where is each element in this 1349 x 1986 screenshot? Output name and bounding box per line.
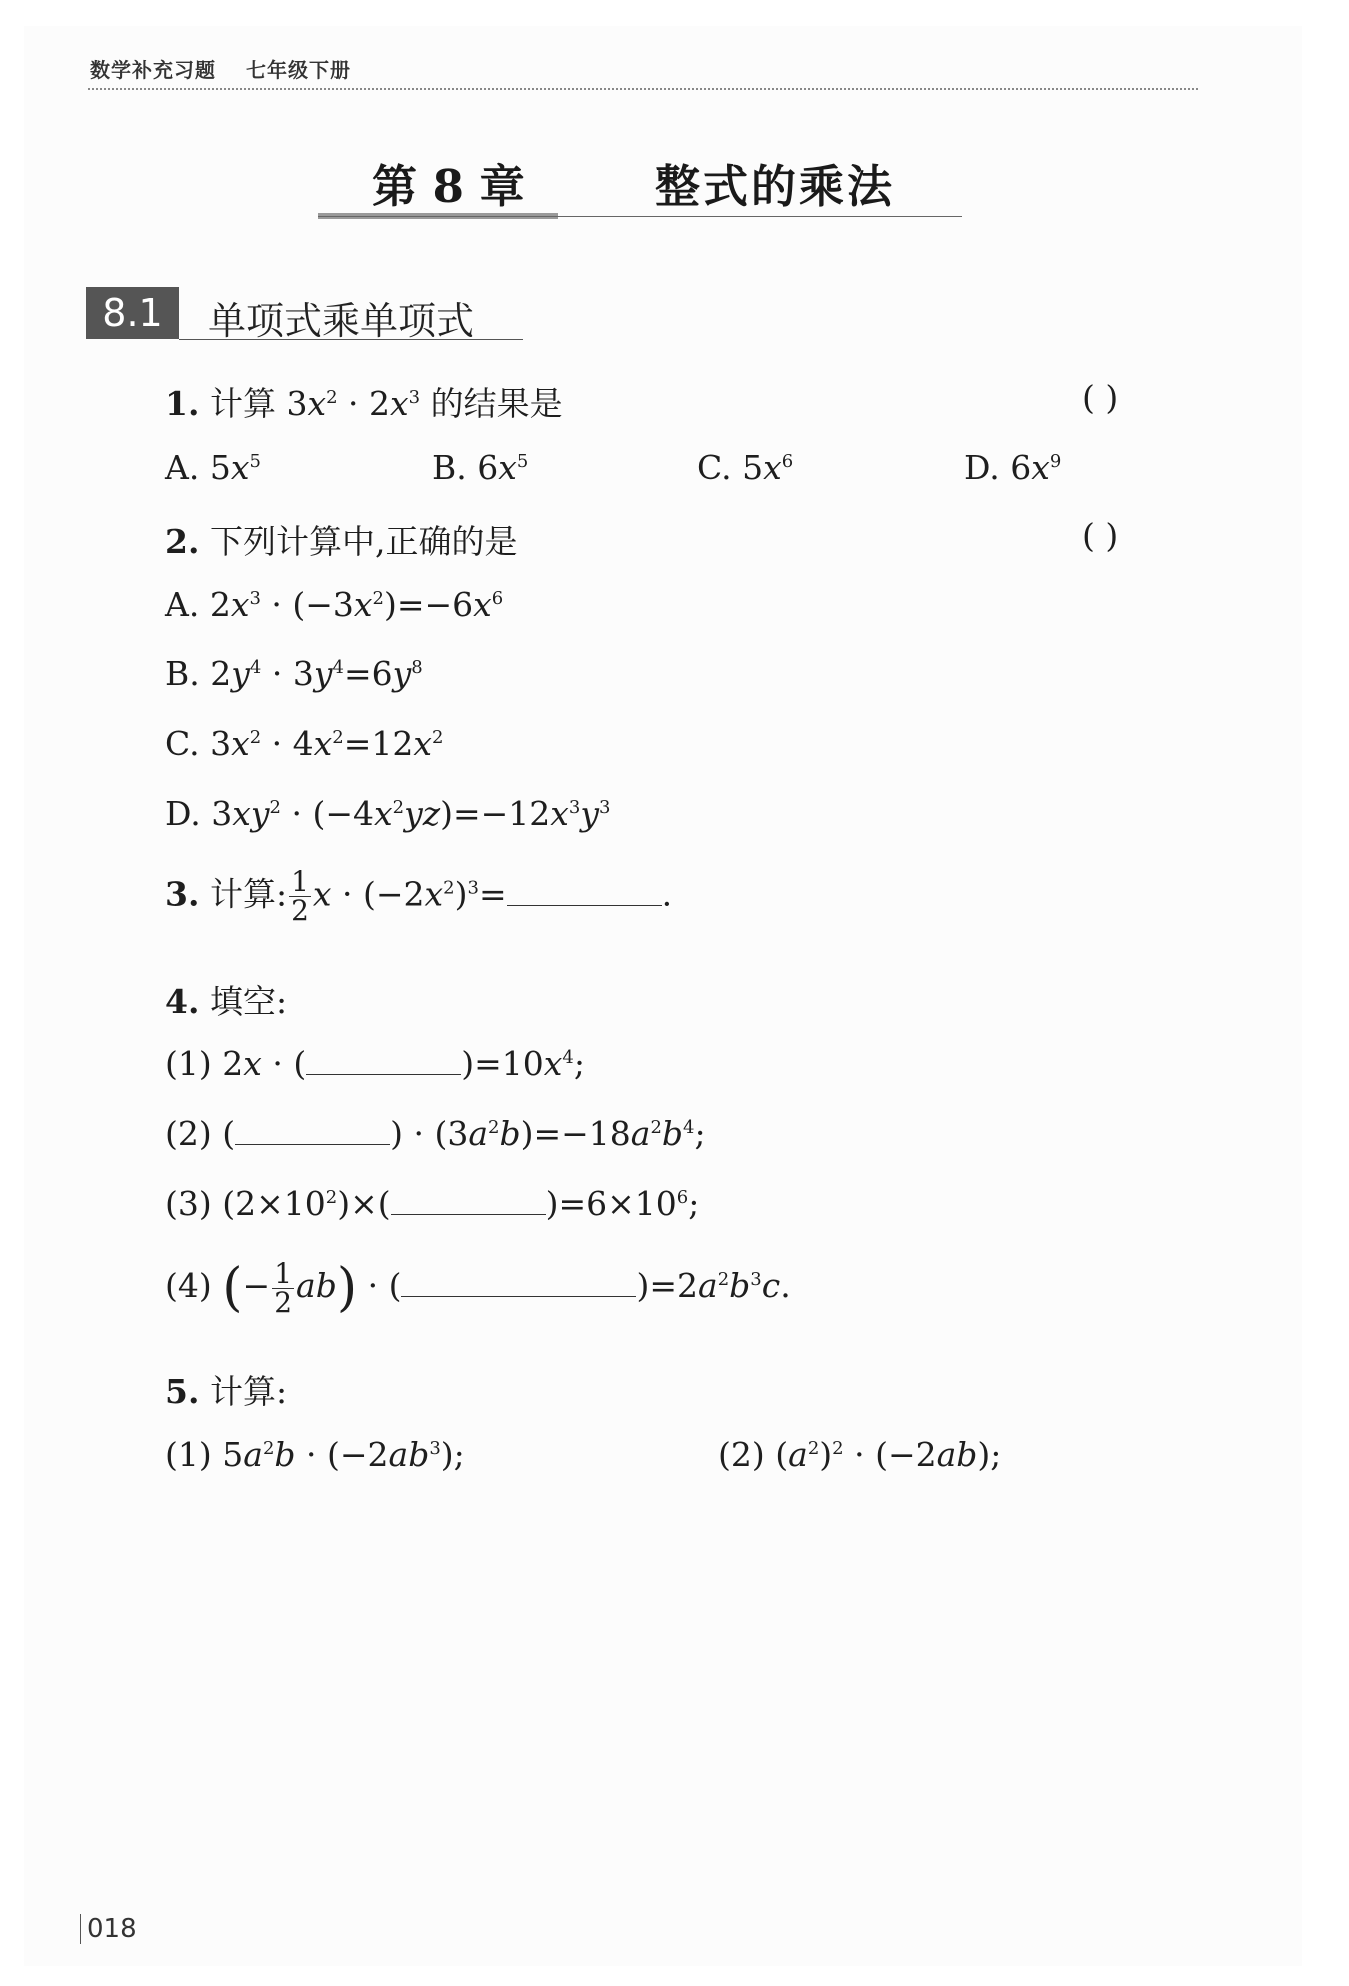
answer-paren: ( ) <box>1082 378 1119 417</box>
grade-label: 七年级下册 <box>246 58 351 82</box>
answer-paren: ( ) <box>1082 516 1119 555</box>
question-number: 3. <box>165 874 200 914</box>
option-c: C. $5x^6$ <box>697 448 794 487</box>
option-d: D. $3xy^2 \cdot (-4x^2yz)=-12x^3y^3$ <box>165 794 611 833</box>
option-b: B. $2y^4 \cdot 3y^4=6y^8$ <box>165 654 423 693</box>
question-number: 4. <box>165 982 200 1021</box>
option-c: C. $3x^2 \cdot 4x^2=12x^2$ <box>165 724 444 763</box>
answer-blank[interactable] <box>507 879 662 906</box>
question-3: 3. 计算: $\frac{1}{2}$ $x \cdot (-2x^2)^3=$ . <box>165 865 673 927</box>
option-b: B. $6x^5$ <box>432 448 529 487</box>
option-a: A. $5x^5$ <box>165 448 261 487</box>
q4-part-2: (2) ( ) · $(3a^2b)=-18a^2b^4$; <box>165 1114 706 1153</box>
chapter-underline <box>318 216 962 217</box>
q4-part-3: (3) $(2\times 10^2)\times$( )$=6\times 10^6$; <box>165 1184 700 1223</box>
q5-part-1: (1) $5a^2b \cdot (-2ab^3)$; <box>165 1435 465 1474</box>
q4-part-1: (1) 2x · ( )$=10x^4$; <box>165 1044 585 1083</box>
question-stem: 计算: <box>209 1372 288 1411</box>
question-number: 1. <box>165 384 200 423</box>
q5-part-2: (2) $(a^2)^2 \cdot (-2ab)$; <box>718 1435 1002 1474</box>
question-number: 2. <box>165 522 200 561</box>
q1-options <box>165 448 261 487</box>
question-stem: 计算: <box>209 874 288 914</box>
fraction: $\frac{1}{2}$ <box>274 1256 293 1319</box>
question-stem: 下列计算中,正确的是 <box>209 522 518 561</box>
fraction: $\frac{1}{2}$ <box>291 865 309 927</box>
answer-blank[interactable] <box>401 1270 636 1297</box>
chapter-number: 第 8 章 <box>372 160 525 213</box>
section-title: 单项式乘单项式 <box>208 299 475 343</box>
option-d: D. $6x^9$ <box>964 448 1062 487</box>
running-header <box>90 54 351 83</box>
header-divider <box>88 88 1198 90</box>
answer-blank[interactable] <box>306 1048 461 1075</box>
question-5 <box>165 1366 287 1413</box>
q4-part-4: (4) (− $\frac{1}{2}$ ab) · ( )$=2a^2b^3c$. <box>165 1256 791 1319</box>
page-number: 018 <box>80 1914 137 1944</box>
question-number: 5. <box>165 1372 200 1411</box>
question-1 <box>165 378 563 425</box>
option-a: A. $2x^3 \cdot (-3x^2)=-6x^6$ <box>165 585 504 624</box>
question-stem-tail: 的结果是 <box>430 384 563 423</box>
section-underline <box>179 339 523 340</box>
question-4 <box>165 976 287 1023</box>
chapter-title: 整式的乘法 <box>655 160 896 213</box>
question-2 <box>165 516 517 563</box>
book-title: 数学补充习题 <box>90 58 216 82</box>
section-number: 8.1 <box>86 287 179 339</box>
math-expression: $3x^2 \cdot 2x^3$ <box>286 384 421 423</box>
question-stem: 填空: <box>209 982 288 1021</box>
answer-blank[interactable] <box>235 1118 390 1145</box>
answer-blank[interactable] <box>391 1188 546 1215</box>
question-stem: 计算 <box>209 384 276 423</box>
